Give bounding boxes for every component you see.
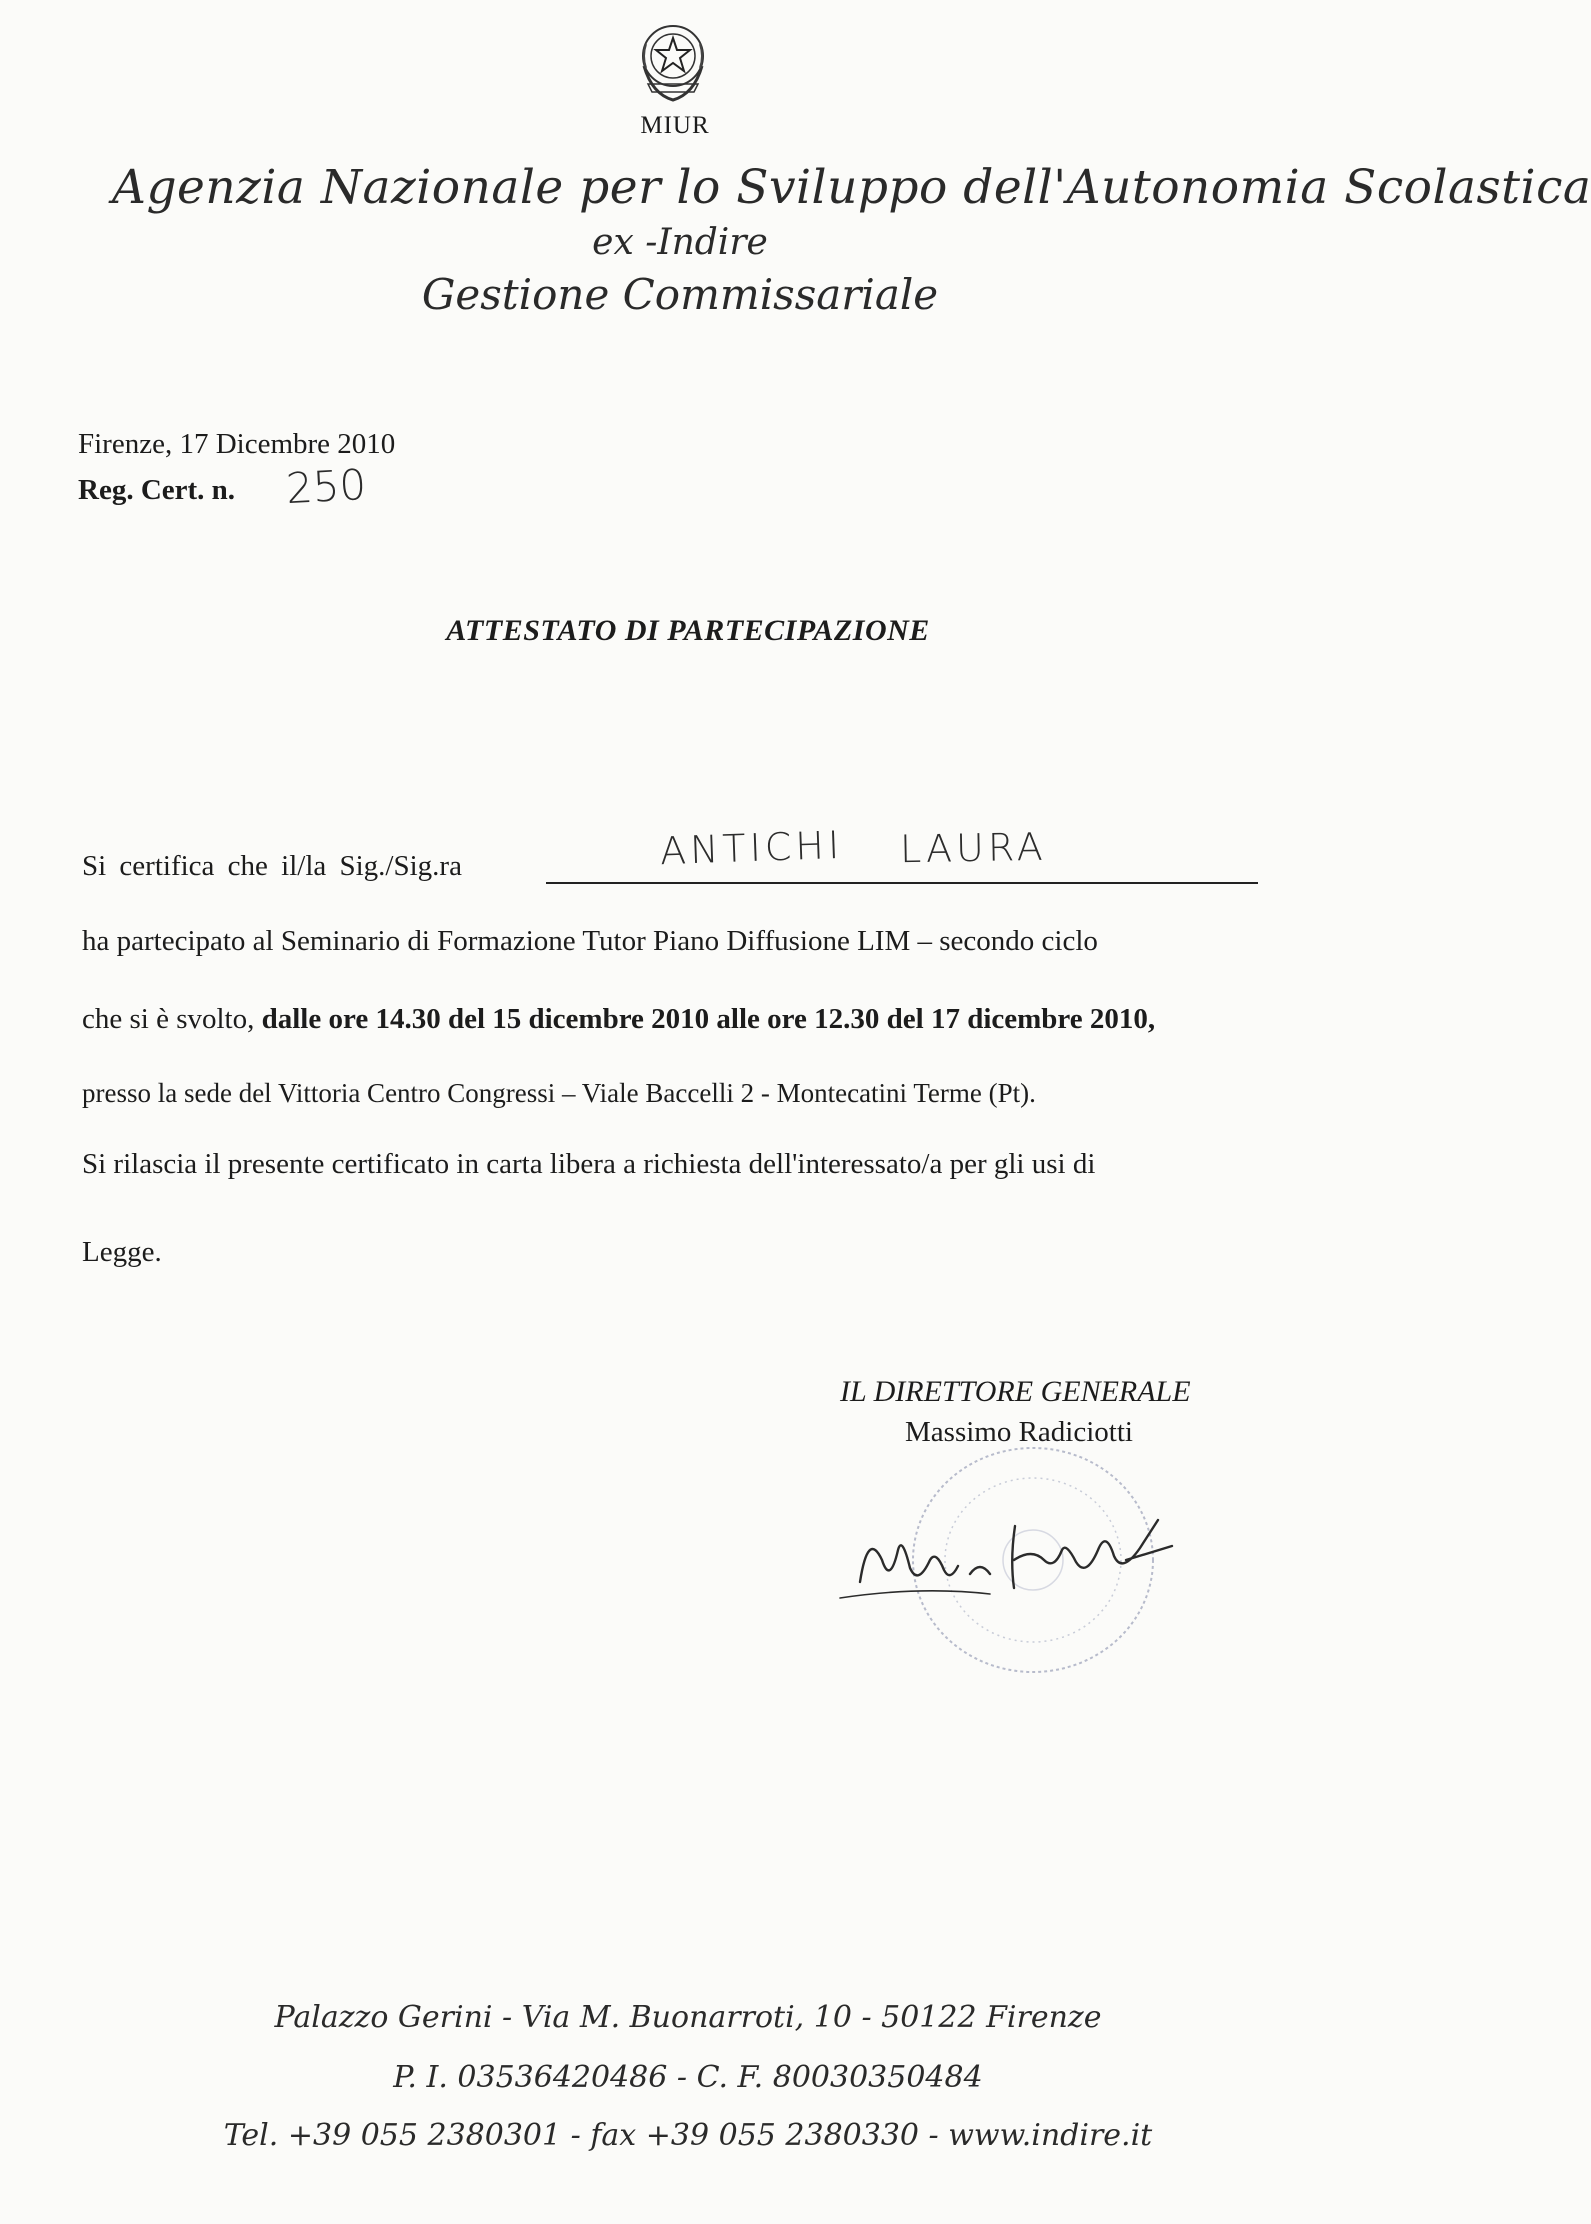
participant-first-field: ANTICHI bbox=[659, 822, 844, 874]
handwritten-signature-icon bbox=[840, 1490, 1200, 1620]
body-line-1: ha partecipato al Seminario di Formazione Tutor Piano Diffusione LIM – secondo ciclo bbox=[82, 925, 1098, 957]
footer-contacts: Tel. +39 055 2380301 - fax +39 055 2380330 - www.indire.it bbox=[223, 2118, 1153, 2153]
reg-cert-label: Reg. Cert. n. bbox=[78, 474, 236, 506]
director-role: IL DIRETTORE GENERALE bbox=[840, 1375, 1191, 1408]
body-line-5: Legge. bbox=[82, 1236, 162, 1268]
italian-republic-emblem-icon bbox=[632, 14, 714, 114]
body-line-4: Si rilascia il presente certificato in carta libera a richiesta dell'interessato/a per gli usi di bbox=[82, 1148, 1096, 1180]
certify-prefix: Si certifica che il/la Sig./Sig.ra bbox=[82, 850, 462, 882]
ministry-label: MIUR bbox=[640, 112, 710, 139]
place-date: Firenze, 17 Dicembre 2010 bbox=[78, 428, 396, 460]
name-underline bbox=[546, 882, 1258, 884]
body-line-3: presso la sede del Vittoria Centro Congressi – Viale Baccelli 2 - Montecatini Terme (Pt). bbox=[82, 1078, 1036, 1108]
document-title: ATTESTATO DI PARTECIPAZIONE bbox=[446, 614, 930, 647]
body-line-2-prefix: che si è svolto, bbox=[82, 1003, 255, 1035]
body-line-2-dates: dalle ore 14.30 del 15 dicembre 2010 alle ore 12.30 del 17 dicembre 2010, bbox=[261, 1003, 1156, 1035]
participant-last-field: LAURA bbox=[899, 824, 1048, 872]
agency-name: Agenzia Nazionale per lo Sviluppo dell'Autonomia Scolastica bbox=[112, 160, 1591, 215]
reg-cert-number: 250 bbox=[284, 459, 368, 514]
director-name: Massimo Radiciotti bbox=[905, 1416, 1133, 1448]
ex-indire-label: ex -Indire bbox=[592, 222, 768, 263]
body-line-2 bbox=[82, 1003, 1155, 1036]
footer-tax-codes: P. I. 03536420486 - C. F. 80030350484 bbox=[393, 2060, 983, 2095]
management-label: Gestione Commissariale bbox=[421, 270, 939, 319]
footer-address: Palazzo Gerini - Via M. Buonarroti, 10 - 50122 Firenze bbox=[274, 2000, 1102, 2035]
